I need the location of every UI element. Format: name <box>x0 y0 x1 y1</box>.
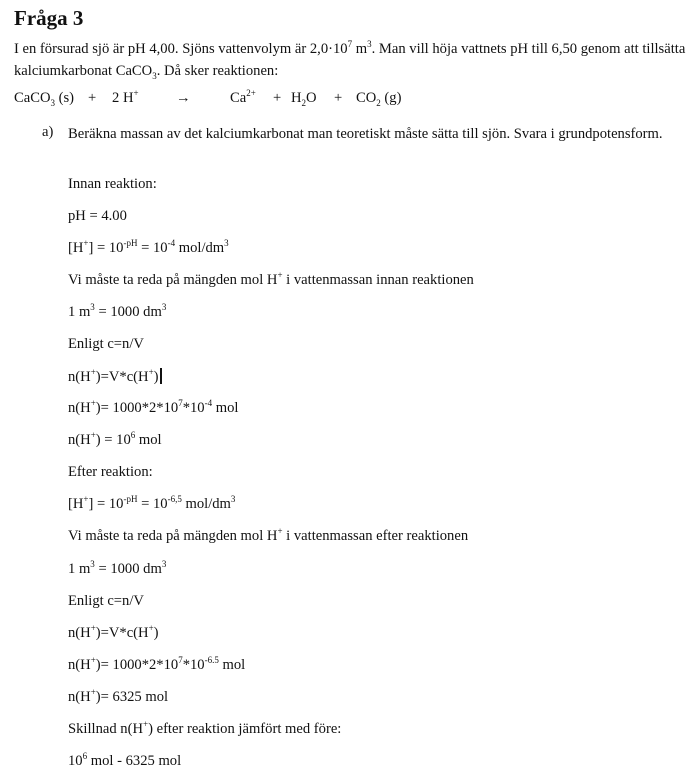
n-calc-line-2: $n(H^+)= 1000*2*10^7*10^{-6.5}$ mol <box>68 655 246 673</box>
conc-after-line: $[H^+] = 10^{-pH} = 10^{-6,5}$ mol/$dm^3$ <box>68 494 236 512</box>
reactant-caco3: CaCO$_3$ (s) <box>14 90 75 108</box>
n-result-line-1: $n(H^+) = 10^6$ mol <box>68 430 162 448</box>
plus-sign-2: + <box>273 90 282 106</box>
reaction-arrow: → <box>176 90 191 106</box>
after-heading: Efter reaktion: <box>68 464 153 480</box>
intro-paragraph <box>14 38 694 82</box>
need-before-line: Vi måste ta reda på mängden mol H+ i vattenmassan innan reaktionen <box>68 270 474 288</box>
intro-text-3: . Man vill höja vattnets pH till 6,50 genom att tillsätta kalciumkarbonat CaCO <box>14 41 686 79</box>
n-formula-line-1[interactable]: n(H+)=V*c(H+) <box>68 368 162 386</box>
formula-line-1: Enligt c=n/V <box>68 336 144 352</box>
product-co2: $CO_2$ (g) <box>356 90 402 108</box>
text-cursor <box>160 368 162 384</box>
ph-before-line: pH = 4.00 <box>68 208 127 224</box>
product-h2o: $H_2O$ <box>291 90 317 108</box>
need-after-line: Vi måste ta reda på mängden mol H+ i vattenmassan efter reaktionen <box>68 526 469 544</box>
n-formula-line-2: n(H+)=V*c(H+) <box>68 623 159 641</box>
n-result-line-2: n(H+)= 6325 mol <box>68 687 169 705</box>
question-title: Fråga 3 <box>14 6 84 30</box>
reactant-h: 2 H+ <box>112 88 139 106</box>
intro-exp-1: 7 <box>347 39 353 50</box>
intro-sub-3: 3 <box>152 70 157 81</box>
question-label: a) <box>42 124 54 140</box>
conc-before-line: $[H^+] = 10^{-pH} = 10^{-4}$ mol/$dm^3$ <box>68 238 229 256</box>
diff-calc-line: $10^6$ mol - 6325 mol <box>68 751 182 769</box>
before-heading: Innan reaktion: <box>68 176 157 192</box>
intro-text-4: . Då sker reaktionen: <box>156 63 279 79</box>
plus-sign-1: + <box>88 90 97 106</box>
intro-exp-2: 3 <box>367 39 372 50</box>
n-calc-line-1: $n(H^+)= 1000*2*10^7*10^{-4}$ mol <box>68 398 239 416</box>
intro-text-1: I en försurad sjö är pH 4,00. Sjöns vattenvolym är 2,0·10 <box>14 41 348 57</box>
diff-heading-line: Skillnad n(H+) efter reaktion jämfört med före: <box>68 719 342 737</box>
reaction-equation <box>14 90 614 110</box>
volume-line-1: 1 $m^3 = 1000$ $dm^3$ <box>68 302 167 320</box>
product-ca: $Ca^{2+}$ <box>230 88 256 106</box>
plus-sign-3: + <box>334 90 343 106</box>
question-text: Beräkna massan av det kalciumkarbonat man teoretiskt måste sätta till sjön. Svara i grundpotensform. <box>68 126 663 142</box>
volume-line-2: 1 $m^3 = 1000$ $dm^3$ <box>68 559 167 577</box>
intro-text-2: m <box>352 41 368 57</box>
formula-line-2: Enligt c=n/V <box>68 593 144 609</box>
